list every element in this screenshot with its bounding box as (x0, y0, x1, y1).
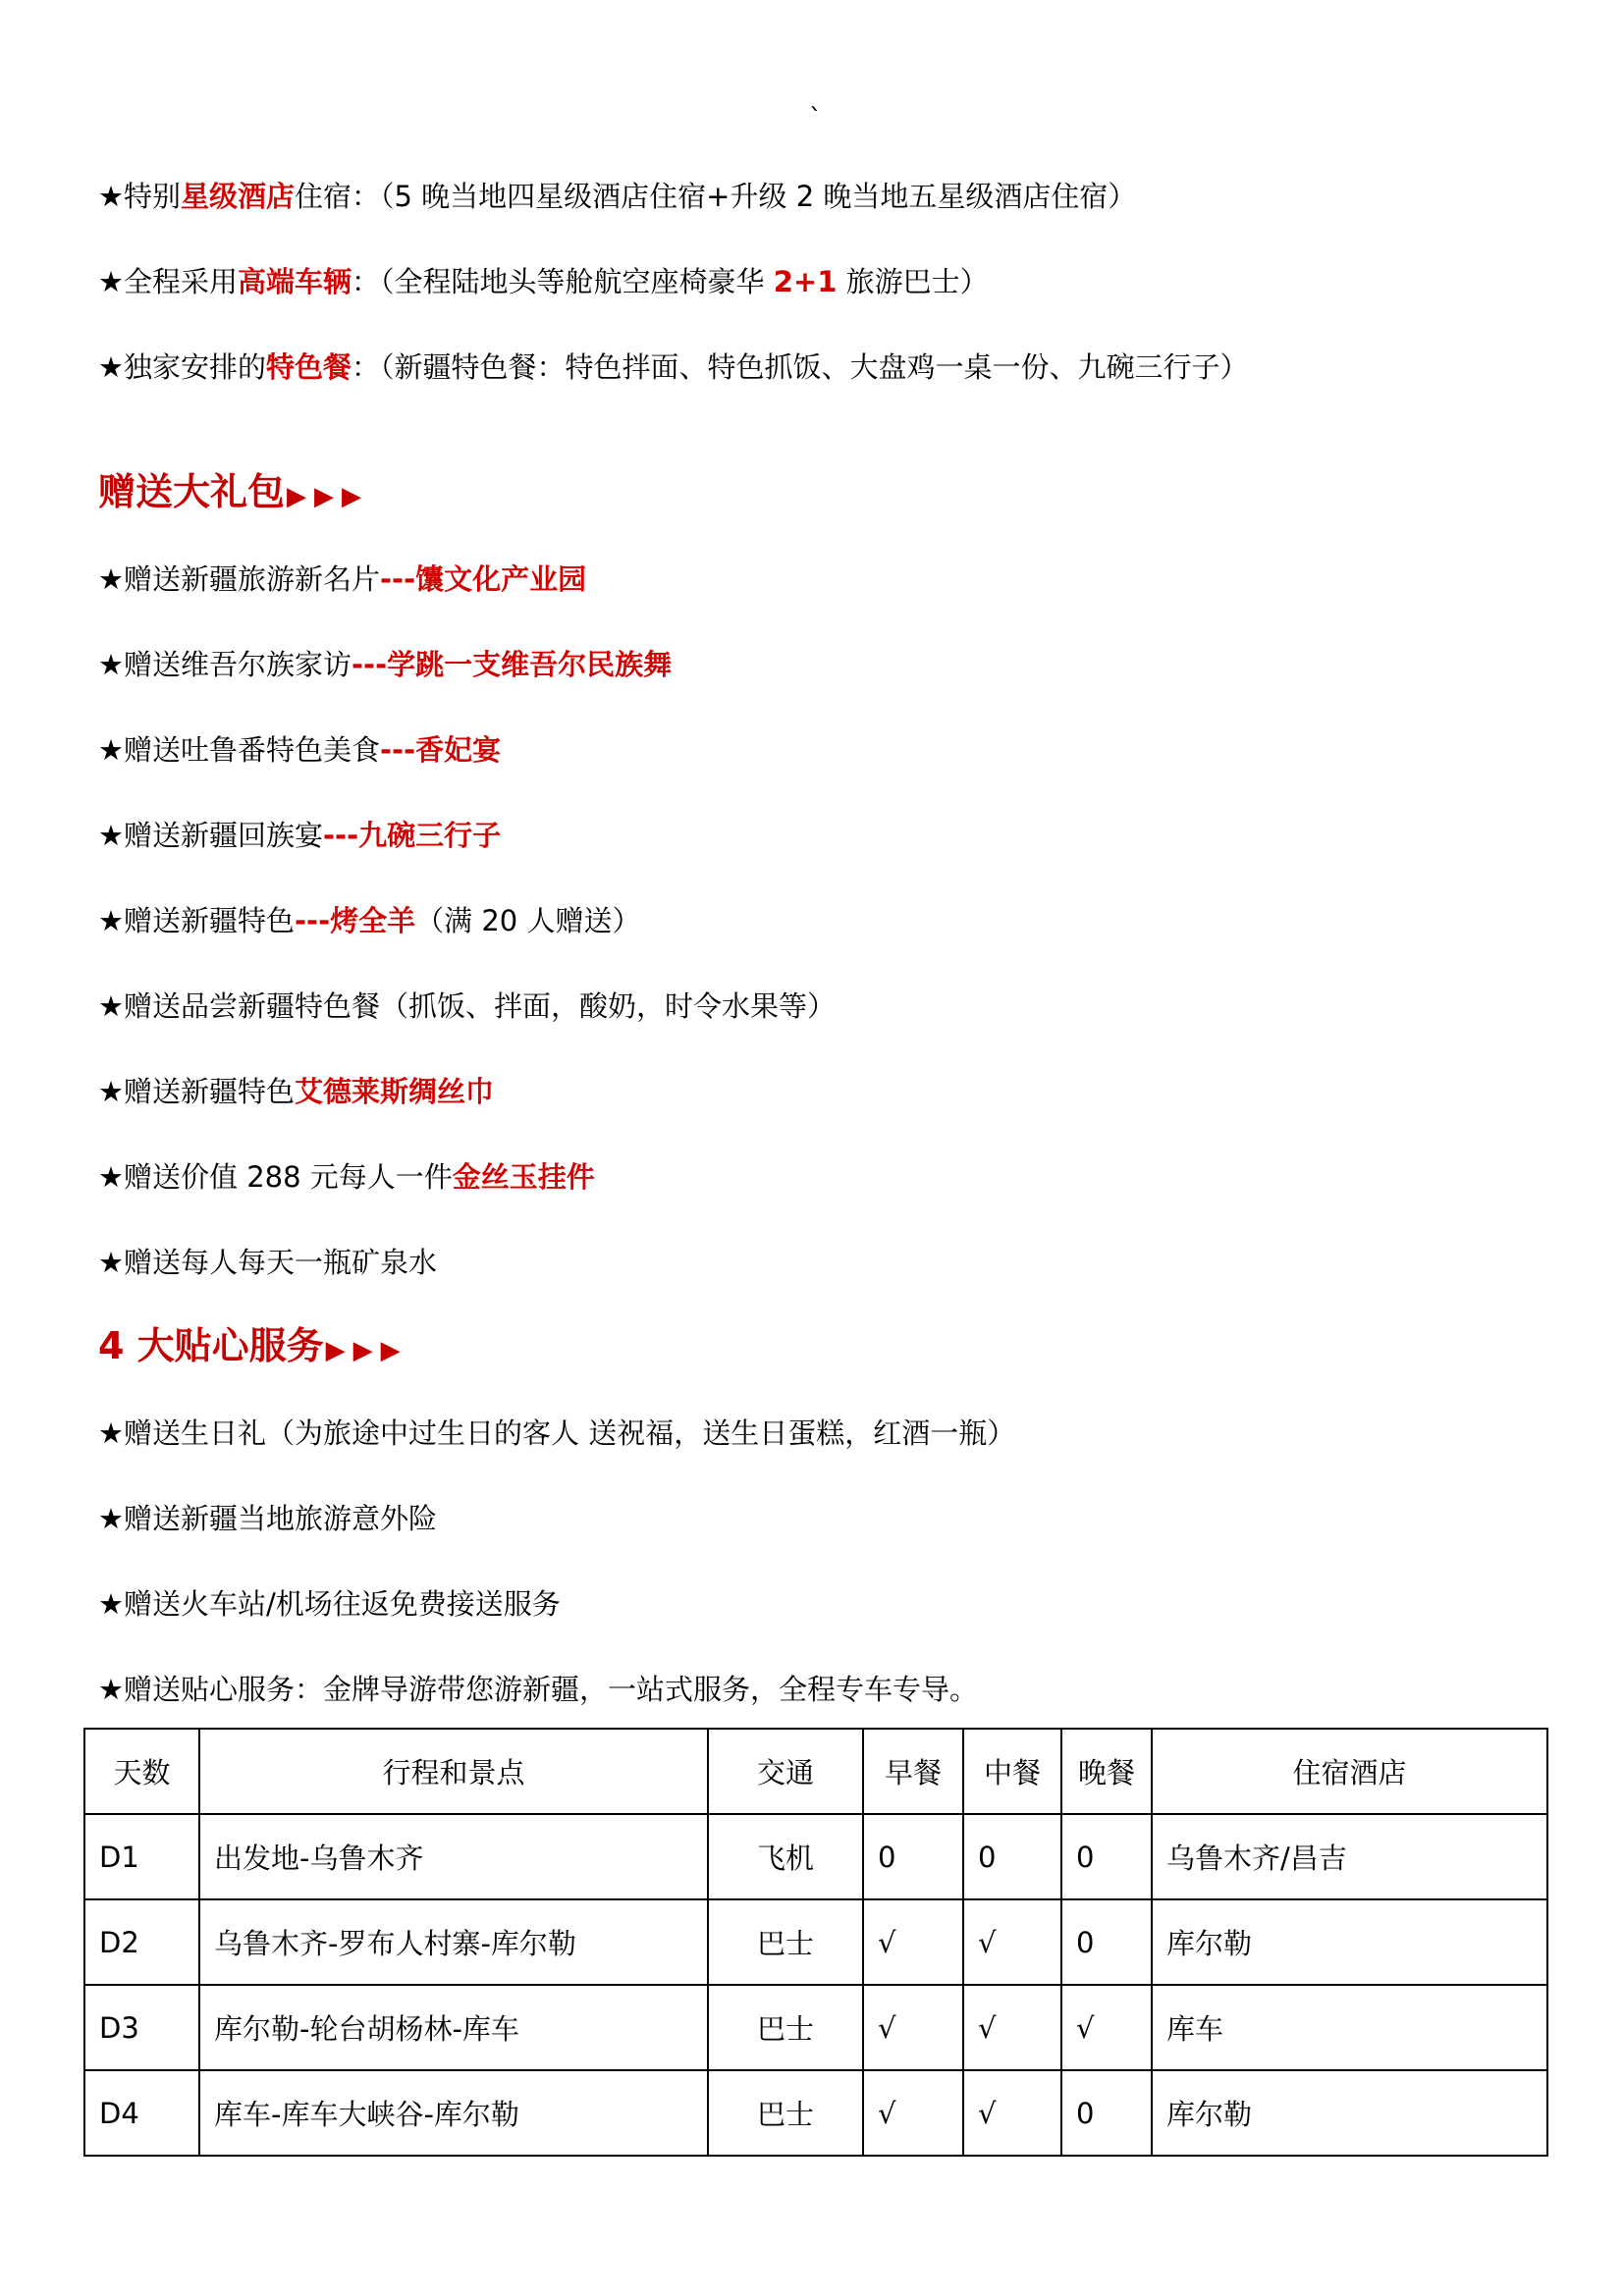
gift-item (98, 985, 836, 1028)
header-route: 行程和景点 (199, 1729, 708, 1814)
gift-item (98, 1241, 437, 1284)
table-row (84, 1985, 1547, 2070)
gift-text: ★赠送新疆特色 (98, 1075, 295, 1108)
gift-text: ★赠送新疆回族宴 (98, 819, 323, 852)
header-breakfast: 早餐 (863, 1729, 963, 1814)
highlight-text: ★特别 (98, 180, 181, 213)
header-day: 天数 (84, 1729, 199, 1814)
arrow-icon: ▶▶▶ (287, 482, 370, 511)
gift-heading-text: 赠送大礼包 (98, 470, 286, 513)
cell-hotel: 库尔勒 (1152, 1899, 1547, 1985)
cell-hotel: 库车 (1152, 1985, 1547, 2070)
gift-text: ★赠送新疆旅游新名片 (98, 562, 380, 596)
cell-dinner: 0 (1061, 1814, 1152, 1899)
highlight-meal (98, 346, 1249, 389)
service-section-heading (98, 1319, 408, 1377)
cell-hotel: 乌鲁木齐/昌吉 (1152, 1814, 1547, 1899)
table-row (84, 2070, 1547, 2156)
service-heading-text: 4 大贴心服务 (98, 1324, 324, 1367)
cell-route: 乌鲁木齐-罗布人村寨-库尔勒 (199, 1899, 708, 1985)
cell-dinner: √ (1061, 1985, 1152, 2070)
cell-day: D3 (84, 1985, 199, 2070)
highlight-emphasis: 特色餐 (266, 350, 352, 384)
table-row (84, 1814, 1547, 1899)
cell-lunch: √ (963, 1899, 1061, 1985)
highlight-text: 旅游巴士） (837, 265, 989, 298)
service-item: ★赠送贴心服务：金牌导游带您游新疆，一站式服务，全程专车专导。 (98, 1673, 978, 1706)
gift-section-heading (98, 465, 369, 523)
gift-emphasis: ---烤全羊 (295, 904, 416, 937)
cell-dinner: 0 (1061, 1899, 1152, 1985)
cell-breakfast: √ (863, 1985, 963, 2070)
cell-breakfast: 0 (863, 1814, 963, 1899)
gift-emphasis: 金丝玉挂件 (452, 1160, 595, 1194)
itinerary-table (83, 1728, 1548, 2157)
cell-route: 库车-库车大峡谷-库尔勒 (199, 2070, 708, 2156)
cell-transport: 巴士 (708, 1985, 863, 2070)
cell-transport: 巴士 (708, 1899, 863, 1985)
cell-day: D2 (84, 1899, 199, 1985)
table-row (84, 1899, 1547, 1985)
highlight-emphasis: 星级酒店 (181, 180, 296, 213)
gift-emphasis: ---学跳一支维吾尔民族舞 (352, 648, 673, 681)
gift-item (98, 558, 586, 601)
highlight-hotel (98, 175, 1136, 218)
gift-text: ★赠送新疆特色 (98, 904, 295, 937)
header-hotel: 住宿酒店 (1152, 1729, 1547, 1814)
cell-lunch: 0 (963, 1814, 1061, 1899)
gift-text: ★赠送品尝新疆特色餐（抓饭、拌面，酸奶，时令水果等） (98, 989, 836, 1023)
gift-text: ★赠送吐鲁番特色美食 (98, 733, 380, 767)
cell-day: D4 (84, 2070, 199, 2156)
gift-text: （满 20 人赠送） (415, 904, 641, 937)
cell-dinner: 0 (1061, 2070, 1152, 2156)
service-item: ★赠送生日礼（为旅途中过生日的客人 送祝福，送生日蛋糕，红酒一瓶） (98, 1416, 1016, 1450)
highlight-emphasis: 2+1 (773, 265, 838, 298)
gift-text: ★赠送维吾尔族家访 (98, 648, 352, 681)
gift-emphasis: ---九碗三行子 (323, 819, 502, 852)
service-item: ★赠送新疆当地旅游意外险 (98, 1502, 437, 1535)
gift-emphasis: ---香妃宴 (380, 733, 502, 767)
highlight-vehicle (98, 260, 989, 303)
gift-text: ★赠送价值 288 元每人一件 (98, 1160, 453, 1194)
gift-item (98, 1155, 595, 1199)
highlight-emphasis: 高端车辆 (238, 265, 352, 298)
gift-item (98, 899, 640, 942)
cell-transport: 飞机 (708, 1814, 863, 1899)
highlight-text: ：（全程陆地头等舱航空座椅豪华 (352, 265, 774, 298)
cell-route: 库尔勒-轮台胡杨林-库车 (199, 1985, 708, 2070)
gift-item (98, 643, 672, 686)
highlight-text: ★全程采用 (98, 265, 238, 298)
gift-item (98, 728, 501, 772)
arrow-icon: ▶▶▶ (325, 1336, 408, 1365)
gift-item (98, 1070, 494, 1113)
cell-lunch: √ (963, 1985, 1061, 2070)
cell-day: D1 (84, 1814, 199, 1899)
table-header-row (84, 1729, 1547, 1814)
highlight-text: ★独家安排的 (98, 350, 266, 384)
cell-breakfast: √ (863, 2070, 963, 2156)
gift-emphasis: 艾德莱斯绸丝巾 (295, 1075, 495, 1108)
header-lunch: 中餐 (963, 1729, 1061, 1814)
cell-breakfast: √ (863, 1899, 963, 1985)
service-item: ★赠送火车站/机场往返免费接送服务 (98, 1587, 561, 1621)
cell-lunch: √ (963, 2070, 1061, 2156)
highlight-text: 住宿：（5 晚当地四星级酒店住宿+升级 2 晚当地五星级酒店住宿） (295, 180, 1137, 213)
cell-hotel: 库尔勒 (1152, 2070, 1547, 2156)
gift-item (98, 814, 501, 857)
header-dinner: 晚餐 (1061, 1729, 1152, 1814)
highlight-text: ：（新疆特色餐：特色拌面、特色抓饭、大盘鸡一桌一份、九碗三行子） (352, 350, 1249, 384)
cell-transport: 巴士 (708, 2070, 863, 2156)
tick-mark: ` (809, 104, 822, 133)
cell-route: 出发地-乌鲁木齐 (199, 1814, 708, 1899)
header-transport: 交通 (708, 1729, 863, 1814)
gift-text: ★赠送每人每天一瓶矿泉水 (98, 1246, 437, 1279)
gift-emphasis: ---馕文化产业园 (380, 562, 587, 596)
